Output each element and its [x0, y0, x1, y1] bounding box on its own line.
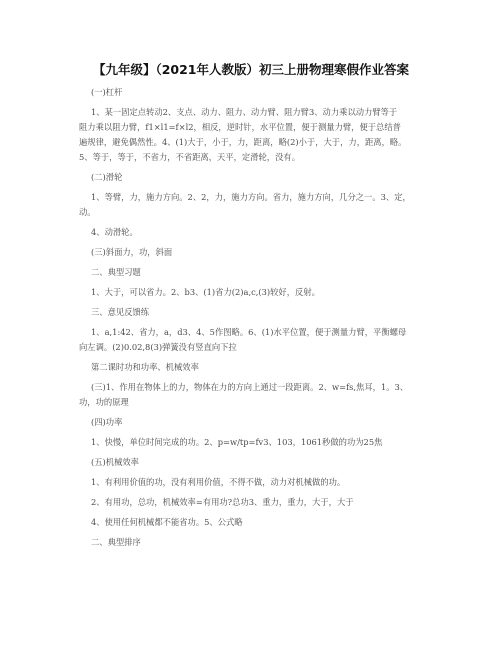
heading-feedback-practice: 三、意见反馈练: [91, 307, 150, 317]
heading-pulley: (二)滑轮: [91, 172, 123, 182]
heading-typical-exercises: 二、典型习题: [91, 267, 141, 277]
paragraph-feedback-line-1: 1、a,1:42、省力，a，d3、4、5作图略。6、(1)水平位置，便于测量力臂，平衡螺母: [91, 327, 407, 337]
paragraph-efficiency-line-1: 1、有利用价值的功，没有利用价值，不得不做，动力对机械做的功。: [91, 477, 346, 487]
paragraph-pulley-line-2: 动。: [79, 207, 96, 217]
paragraph-power: 1、快慢，单位时间完成的功。2、p=w/tp=fv3、103，1061秒做的功为25焦: [91, 437, 383, 447]
heading-lever: (一)杠杆: [91, 87, 123, 97]
heading-power: (四)功率: [91, 417, 123, 427]
heading-incline: (三)斜面力，功，斜面: [91, 247, 173, 257]
paragraph-feedback-line-2: 向左调。(2)0.02,8(3)弹簧没有竖直向下拉: [79, 342, 237, 352]
heading-efficiency: (五)机械效率: [91, 457, 139, 467]
paragraph-efficiency-line-2: 2、有用功，总功，机械效率=有用功?总功3、重力，重力，大于，大于: [91, 497, 354, 507]
paragraph-lever-line-3: 遍规律，避免偶然性。4、(1)大于，小于，力，距离，略(2)小于，大于，力，距离，略。: [79, 137, 407, 147]
paragraph-typical-exercises: 1、大于，可以省力。2、b3、(1)省力(2)a,c,(3)较好，反射。: [91, 287, 320, 297]
paragraph-pulley-line-3: 4、动滑轮。: [91, 227, 138, 237]
paragraph-work-line-2: 功，功的原理: [79, 397, 129, 407]
paragraph-lever-line-4: 5、等于，等于，不省力，不省距离，天平，定滑轮，没有。: [79, 152, 300, 162]
paragraph-lever-line-2: 阻力乘以阻力臂，f1×l1=f×l2，相反，逆时针，水平位置，便于测量力臂，便于总结普: [79, 122, 401, 132]
heading-typical-ordering: 二、典型排序: [91, 537, 141, 547]
paragraph-efficiency-line-3: 4、使用任何机械都不能省功。5、公式略: [91, 517, 243, 527]
document-title: 【九年级】（2021年人教版）初三上册物理寒假作业答案: [92, 62, 410, 77]
heading-lesson-two: 第二课时功和功率、机械效率: [91, 362, 199, 372]
paragraph-lever-line-1: 1、某一固定点转动2、支点、动力、阻力、动力臂、阻力臂3、动力乘以动力臂等于: [91, 107, 398, 117]
paragraph-work-line-1: (三)1、作用在物体上的力，物体在力的方向上通过一段距离。2、w=fs,焦耳，1。3、: [91, 382, 409, 392]
paragraph-pulley-line-1: 1、等臂，力，施力方向。2、2，力，施力方向。省力，施力方向，几分之一。3、定，: [91, 192, 411, 202]
